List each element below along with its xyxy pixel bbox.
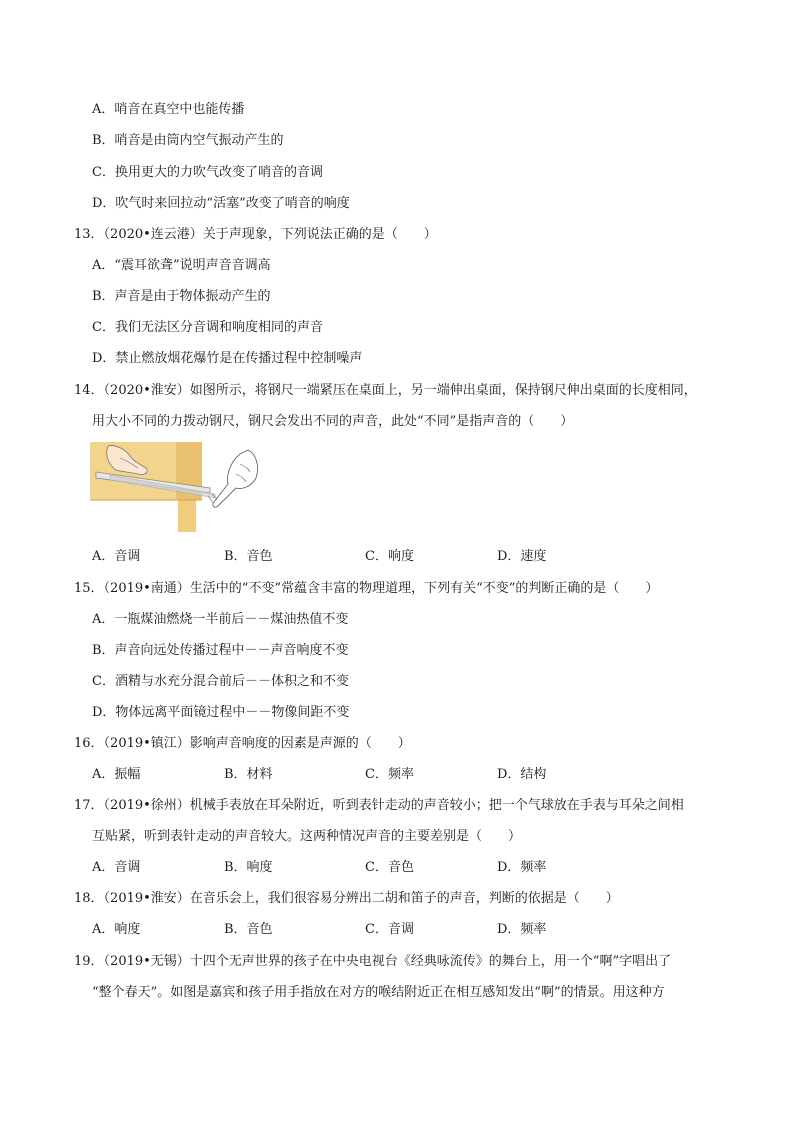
q13-option-a: A．“震耳欲聋”说明声音音调高 xyxy=(92,258,271,273)
q16-option-a: A．振幅 xyxy=(92,767,141,782)
q14-option-d: D．速度 xyxy=(497,549,547,564)
plucking-hand xyxy=(213,450,258,507)
q17-option-d: D．频率 xyxy=(497,860,547,875)
q18-option-d: D．频率 xyxy=(497,922,547,937)
q17-stem-line2: 互贴紧，听到表针走动的声音较大。这两种情况声音的主要差别是（ ） xyxy=(92,829,522,844)
q13-option-b: B．声音是由于物体振动产生的 xyxy=(92,289,271,304)
q17-stem-line1: 17．（2019•徐州）机械手表放在耳朵附近，听到表针走动的声音较小；把一个气球放在手表与耳朵之间相 xyxy=(74,798,684,813)
q14-option-c: C．响度 xyxy=(365,549,414,564)
q16-option-b: B．材料 xyxy=(224,767,273,782)
q12-option-a: A．哨音在真空中也能传播 xyxy=(92,102,245,117)
q15-option-b: B．声音向远处传播过程中－－声音响度不变 xyxy=(92,643,349,658)
q18-option-a: A．响度 xyxy=(92,922,141,937)
q16-option-d: D．结构 xyxy=(497,767,547,782)
q14-option-a: A．音调 xyxy=(92,549,141,564)
ruler-pluck-figure xyxy=(90,442,268,532)
q13-stem: 13．（2020•连云港）关于声现象，下列说法正确的是（ ） xyxy=(74,227,437,242)
q12-option-b: B．哨音是由筒内空气振动产生的 xyxy=(92,133,284,148)
q17-option-c: C．音色 xyxy=(365,860,414,875)
q14-option-b: B．音色 xyxy=(224,549,273,564)
q13-option-c: C．我们无法区分音调和响度相同的声音 xyxy=(92,320,323,335)
q16-option-c: C．频率 xyxy=(365,767,414,782)
q14-stem-line1: 14．（2020•淮安）如图所示，将钢尺一端紧压在桌面上，另一端伸出桌面，保持钢尺伸出桌面的长度相同， xyxy=(74,383,697,398)
q17-option-b: B．响度 xyxy=(224,860,273,875)
q19-stem-line1: 19．（2019•无锡）十四个无声世界的孩子在中央电视台《经典咏流传》的舞台上，用一个“啊”字唱出了 xyxy=(74,954,672,969)
q15-stem: 15．（2019•南通）生活中的“不变”常蕴含丰富的物理道理，下列有关“不变”的判断正确的是（ ） xyxy=(74,581,659,596)
q12-option-d: D．吹气时来回拉动“活塞”改变了哨音的响度 xyxy=(92,196,350,211)
q17-option-a: A．音调 xyxy=(92,860,141,875)
q18-option-c: C．音调 xyxy=(365,922,414,937)
q13-option-d: D．禁止燃放烟花爆竹是在传播过程中控制噪声 xyxy=(92,351,363,366)
q14-stem-line2: 用大小不同的力拨动钢尺，钢尺会发出不同的声音，此处“不同”是指声音的（ ） xyxy=(92,414,574,429)
q15-option-a: A．一瓶煤油燃烧一半前后－－煤油热值不变 xyxy=(92,612,349,627)
q16-stem: 16．（2019•镇江）影响声音响度的因素是声源的（ ） xyxy=(74,736,411,751)
q15-option-c: C．酒精与水充分混合前后－－体积之和不变 xyxy=(92,674,349,689)
table-leg xyxy=(178,500,196,532)
q15-option-d: D．物体远离平面镜过程中－－物像间距不变 xyxy=(92,705,350,720)
q18-option-b: B．音色 xyxy=(224,922,273,937)
q18-stem: 18．（2019•淮安）在音乐会上，我们很容易分辨出二胡和笛子的声音，判断的依据是（ ） xyxy=(74,891,619,906)
q12-option-c: C．换用更大的力吹气改变了哨音的音调 xyxy=(92,165,323,180)
q19-stem-line2: “整个春天”。如图是嘉宾和孩子用手指放在对方的喉结附近正在相互感知发出“啊”的情景。用这种方 xyxy=(92,985,665,1000)
